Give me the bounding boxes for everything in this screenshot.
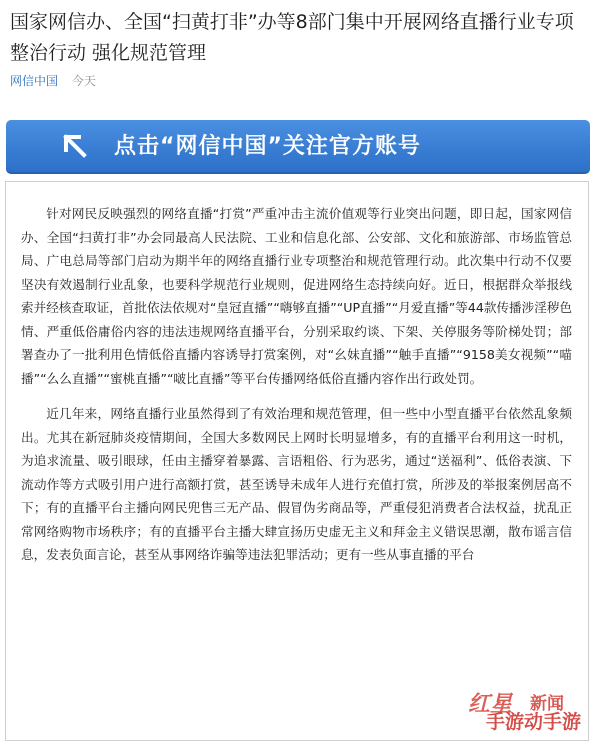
watermark-text: 手游动手游 [486,711,582,733]
watermark-logo [468,685,588,733]
article-title: 国家网信办、全国“扫黄打非”办等8部门集中开展网络直播行业专项整治行动 强化规范管理 [10,11,574,64]
watermark-logo-mark: 红星 [468,691,513,717]
article-source[interactable]: 网信中国 [10,74,59,88]
article-meta [10,72,96,89]
follow-banner-label: 点击“网信中国”关注官方账号 [114,134,421,159]
watermark-logo-sub: 新闻 [530,694,564,714]
article-time: 今天 [71,74,96,88]
article-paragraph: 针对网民反映强烈的网络直播“打赏”严重冲击主流价值观等行业突出问题，即日起，国家网信办、全国“扫黄打非”办会同最高人民法院、工业和信息化部、公安部、文化和旅游部、市场监管总局、广电总局等部门启动为期半年的网络直播行业专项整治和规范管理行动。此次集中行动不仅要坚决有效遏制行业乱象，也要科学规范行业规则，促进网络生态持续向好。近日，根据群众举报线索并经核查取证，首批依法依规对“皇冠直播”“嗨够直播”“UP直播”“月爱直播”等44款传播涉淫秽色情、严重低俗庸俗内容的违法违规网络直播平台，分别采取约谈、下架、关停服务等阶梯处罚；部署查办了一批利用色情低俗直播内容诱导打赏案例，对“幺妹直播”“触手直播”“9158美女视频”“喵播”“么么直播”“蜜桃直播”“啵比直播”等平台传播网络低俗直播内容作出行政处罚。 [21,206,573,386]
follow-account-banner[interactable] [6,120,590,174]
article-body [5,181,589,741]
article-paragraph: 近几年来，网络直播行业虽然得到了有效治理和规范管理，但一些中小型直播平台依然乱象频出。尤其在新冠肺炎疫情期间，全国大多数网民上网时长明显增多，有的直播平台利用这一时机，为追求流量、吸引眼球，任由主播穿着暴露、言语粗俗、行为恶劣，通过“送福利”、低俗表演、下流动作等方式吸引用户进行高额打赏，甚至诱导未成年人进行充值打赏，所涉及的举报案例居高不下；有的直播平台主播向网民兜售三无产品、假冒伪劣商品等，严重侵犯消费者合法权益，扰乱正常网络购物市场秩序；有的直播平台主播大肆宣扬历史虚无主义和拜金主义错误思潮，散布谣言信息，发表负面言论，甚至从事网络诈骗等违法犯罪活动；更有一些从事直播的平台 [21,406,572,562]
arrow-up-left-icon [62,133,88,159]
